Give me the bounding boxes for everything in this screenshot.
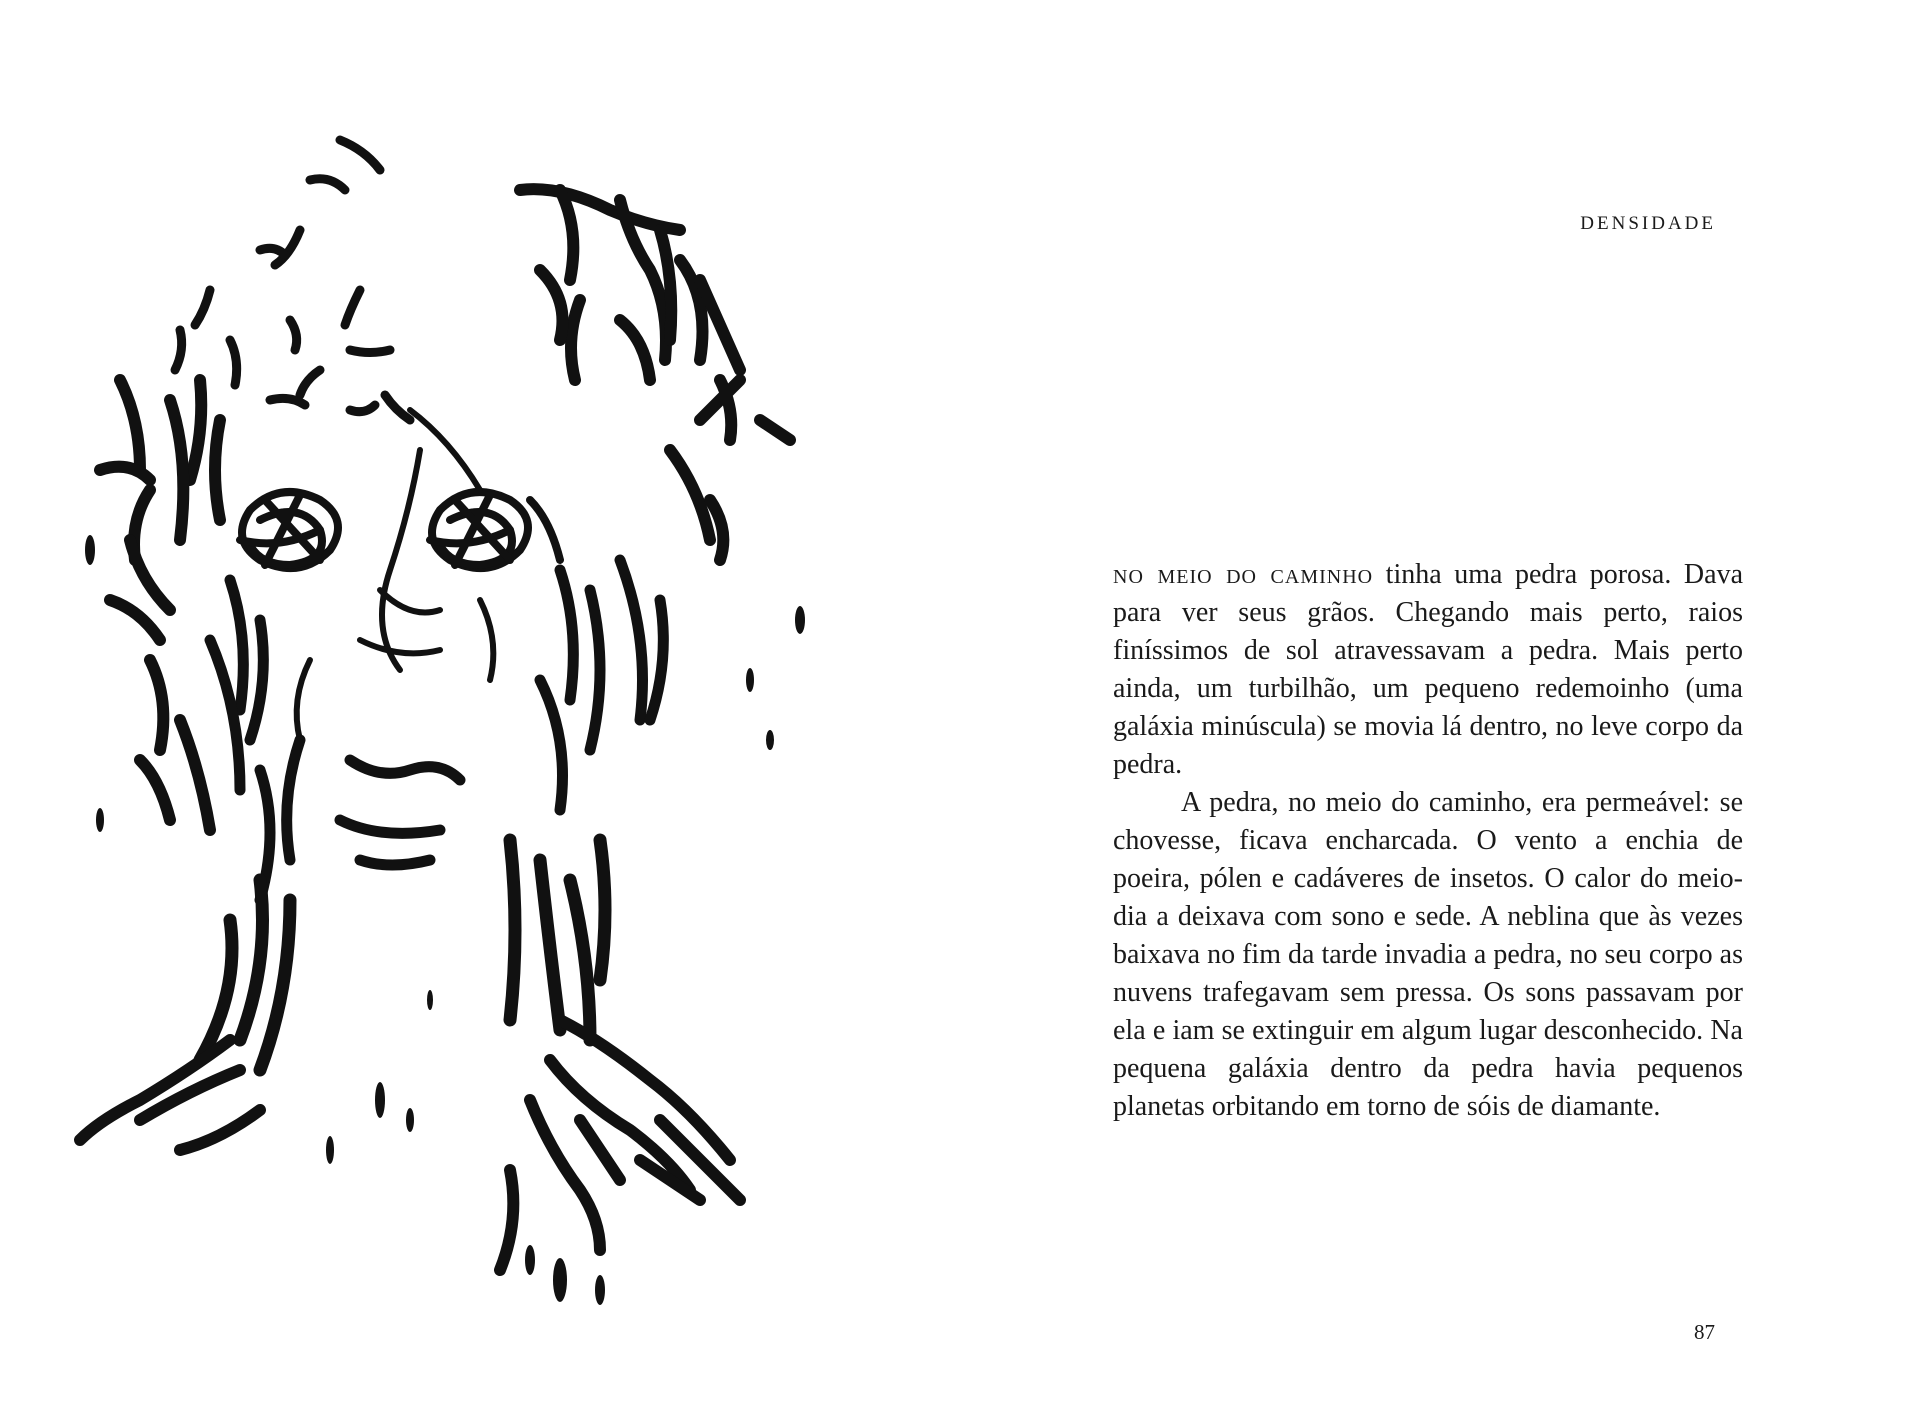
page-number: 87 <box>1694 1320 1715 1344</box>
paragraph-2: A pedra, no meio do caminho, era permeável: se chovesse, ficava encharcada. O vento a enchia de poeira, pólen e cadáveres de insetos. O calor do meio-dia a deixava com sono e sede. A neblina que às vezes baixava no fim da tarde invadia a pedra, no seu corpo as nuvens trafegavam sem pressa. Os sons passavam por ela e iam se extinguir em algum lugar desconhecido. Na pequena galáxia dentro da pedra havia pequenos planetas orbitando em torno de sóis de diamante. <box>1113 787 1743 1122</box>
ink-portrait-illustration <box>60 120 920 1340</box>
running-head: DENSIDADE <box>1580 213 1716 234</box>
paragraph-1-text: tinha uma pedra porosa. Dava para ver seus grãos. Chegando mais perto, raios finíssimos de sol atravessavam a pedra. Mais perto ainda, um turbilhão, um pequeno redemoinho (uma galáxia minúscula) se movia lá dentro, no leve corpo da pedra. <box>1113 559 1743 780</box>
right-page <box>960 0 1920 1412</box>
body-text <box>1113 556 1743 1126</box>
paragraph-1 <box>1113 556 1743 784</box>
lead-in: no meio do caminho <box>1113 559 1374 590</box>
